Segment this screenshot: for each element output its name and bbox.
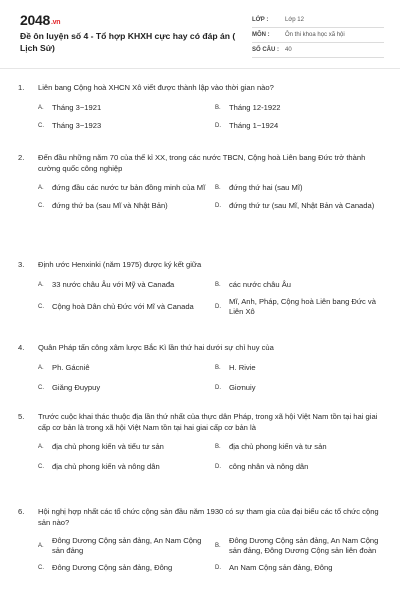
- option-text: Tháng 3−1923: [52, 120, 102, 130]
- option-letter: D.: [215, 122, 221, 129]
- option-letter: B.: [215, 543, 221, 549]
- question-text: Định ước Henxinki (năm 1975) được ký kết giữa: [38, 260, 202, 269]
- answer-options: [18, 279, 384, 317]
- meta-row-subject: [252, 28, 384, 43]
- meta-row-class: [252, 13, 384, 28]
- option-letter: D.: [215, 384, 221, 391]
- answer-option-b[interactable]: [215, 536, 384, 556]
- answer-option-b[interactable]: [215, 441, 384, 453]
- question-text: Quân Pháp tấn công xâm lược Bắc Kì lần thứ hai dưới sự chỉ huy của: [38, 343, 274, 352]
- option-text: Đông Dương Cộng sản đảng, An Nam Cộng sản đảng, Đông Dương Cộng sản liên đoàn: [229, 536, 379, 555]
- option-letter: C.: [38, 384, 44, 391]
- logo-text: 2048: [20, 12, 50, 28]
- option-letter: B.: [215, 281, 221, 288]
- answer-option-d[interactable]: [215, 297, 384, 317]
- question-number: 5.: [18, 412, 25, 421]
- option-letter: A.: [38, 444, 44, 450]
- option-text: đứng đầu các nước tư bản đồng minh của Mĩ: [52, 183, 206, 192]
- option-text: Ph. Gácniê: [52, 362, 90, 372]
- question-item: [18, 260, 384, 317]
- answer-option-c[interactable]: [38, 200, 207, 212]
- meta-info: [252, 13, 384, 58]
- option-letter: B.: [215, 185, 221, 191]
- option-letter: B.: [215, 364, 221, 371]
- meta-label: MÔN :: [252, 32, 270, 38]
- option-text: Tháng 3−1921: [52, 102, 102, 112]
- option-letter: C.: [38, 464, 44, 470]
- option-text: công nhân và nông dân: [229, 462, 309, 471]
- question-text: Hội nghị hợp nhất các tổ chức cộng sản đầu năm 1930 có sự tham gia của đại biểu các tổ chức cộng sản nào?: [38, 507, 379, 527]
- answer-option-d[interactable]: [215, 120, 384, 132]
- question-item: [18, 507, 384, 574]
- answer-option-a[interactable]: [38, 441, 207, 453]
- option-text: đứng thứ tư (sau Mĩ, Nhật Bản và Canada): [229, 201, 375, 210]
- meta-label: LỚP :: [252, 17, 269, 23]
- option-text: 33 nước châu Âu với Mỹ và Canađa: [52, 279, 175, 289]
- option-letter: A.: [38, 281, 44, 288]
- option-letter: A.: [38, 185, 44, 191]
- answer-options: [18, 536, 384, 574]
- answer-option-d[interactable]: [215, 562, 384, 574]
- answer-option-d[interactable]: [215, 382, 384, 394]
- answer-option-b[interactable]: [215, 279, 384, 291]
- option-text: đứng thứ ba (sau Mĩ và Nhật Bản): [52, 201, 168, 210]
- meta-label: SỐ CÂU :: [252, 47, 279, 53]
- option-letter: D.: [215, 303, 221, 310]
- site-logo[interactable]: [20, 12, 60, 28]
- logo-suffix: .vn: [50, 19, 61, 26]
- question-number: 6.: [18, 507, 25, 516]
- option-text: Giăng Đuypuy: [52, 382, 101, 392]
- option-letter: C.: [38, 303, 44, 310]
- option-text: địa chủ phong kiến và tư sản: [229, 442, 327, 451]
- answer-option-a[interactable]: [38, 362, 207, 374]
- document-title: Đề ôn luyện số 4 - Tổ hợp KHXH cực hay có đáp án ( Lịch Sử): [20, 31, 236, 53]
- option-text: An Nam Cộng sản đảng, Đông: [229, 563, 333, 572]
- option-text: Tháng 1−1924: [229, 120, 279, 130]
- question-item: [18, 343, 384, 394]
- option-text: Cộng hoà Dân chủ Đức với Mĩ và Canada: [52, 301, 194, 311]
- option-text: địa chủ phong kiến và nông dân: [52, 462, 160, 471]
- question-text: Liên bang Cộng hoà XHCN Xô viết được thành lập vào thời gian nào?: [38, 83, 274, 92]
- option-text: các nước châu Âu: [229, 279, 291, 289]
- question-text: Đến đầu những năm 70 của thế kỉ XX, trong các nước TBCN, Cộng hoà Liên bang Đức trở thành cường quốc công nghiệp: [38, 153, 366, 173]
- option-text: Giơnuiy: [229, 382, 256, 392]
- answer-options: [18, 441, 384, 473]
- option-text: H. Rivie: [229, 362, 256, 372]
- option-letter: B.: [215, 104, 221, 111]
- question-number: 2.: [18, 153, 25, 162]
- answer-option-c[interactable]: [38, 562, 207, 574]
- question-list: [0, 68, 400, 572]
- answer-option-a[interactable]: [38, 102, 207, 114]
- option-text: địa chủ phong kiến và tiểu tư sản: [52, 442, 164, 451]
- answer-options: [18, 362, 384, 394]
- option-letter: C.: [38, 203, 44, 209]
- answer-options: [18, 182, 384, 212]
- answer-option-c[interactable]: [38, 382, 207, 394]
- answer-option-d[interactable]: [215, 200, 384, 212]
- option-letter: D.: [215, 464, 221, 470]
- answer-option-b[interactable]: [215, 182, 384, 194]
- option-text: Tháng 12-1922: [229, 102, 281, 112]
- answer-option-d[interactable]: [215, 461, 384, 473]
- option-letter: C.: [38, 122, 44, 129]
- option-letter: A.: [38, 364, 44, 371]
- option-text: Đông Dương Cộng sản đảng, Đông: [52, 563, 173, 572]
- meta-row-count: [252, 43, 384, 58]
- answer-options: [18, 102, 384, 132]
- question-text: Trước cuộc khai thác thuộc địa lần thứ nhất của thực dân Pháp, trong xã hội Việt Nam tồn tại hai giai cấp cơ bản là trong xã hội Việt Nam tồn tại hai giai cấp cơ bản là: [38, 412, 378, 432]
- option-text: Đông Dương Cộng sản đảng, An Nam Cộng sản đảng: [52, 536, 202, 555]
- option-letter: B.: [215, 444, 221, 450]
- answer-option-b[interactable]: [215, 362, 384, 374]
- answer-option-b[interactable]: [215, 102, 384, 114]
- question-item: [18, 153, 384, 212]
- answer-option-a[interactable]: [38, 536, 207, 556]
- option-letter: D.: [215, 565, 221, 571]
- question-number: 3.: [18, 260, 25, 269]
- answer-option-a[interactable]: [38, 182, 207, 194]
- option-text: đứng thứ hai (sau Mĩ): [229, 183, 303, 192]
- option-text: Mĩ, Anh, Pháp, Cộng hoà Liên bang Đức và Liên Xô: [229, 296, 376, 316]
- option-letter: D.: [215, 203, 221, 209]
- meta-value: 40: [285, 47, 292, 53]
- option-letter: C.: [38, 565, 44, 571]
- question-item: [18, 83, 384, 132]
- question-number: 4.: [18, 343, 25, 352]
- option-letter: A.: [38, 104, 44, 111]
- document-header: [0, 0, 400, 68]
- question-item: [18, 412, 384, 473]
- meta-value: Ôn thi khoa học xã hội: [285, 32, 345, 38]
- answer-option-c[interactable]: [38, 120, 207, 132]
- option-letter: A.: [38, 543, 44, 549]
- question-number: 1.: [18, 83, 25, 92]
- answer-option-c[interactable]: [38, 297, 207, 317]
- meta-value: Lớp 12: [285, 17, 304, 23]
- answer-option-a[interactable]: [38, 279, 207, 291]
- answer-option-c[interactable]: [38, 461, 207, 473]
